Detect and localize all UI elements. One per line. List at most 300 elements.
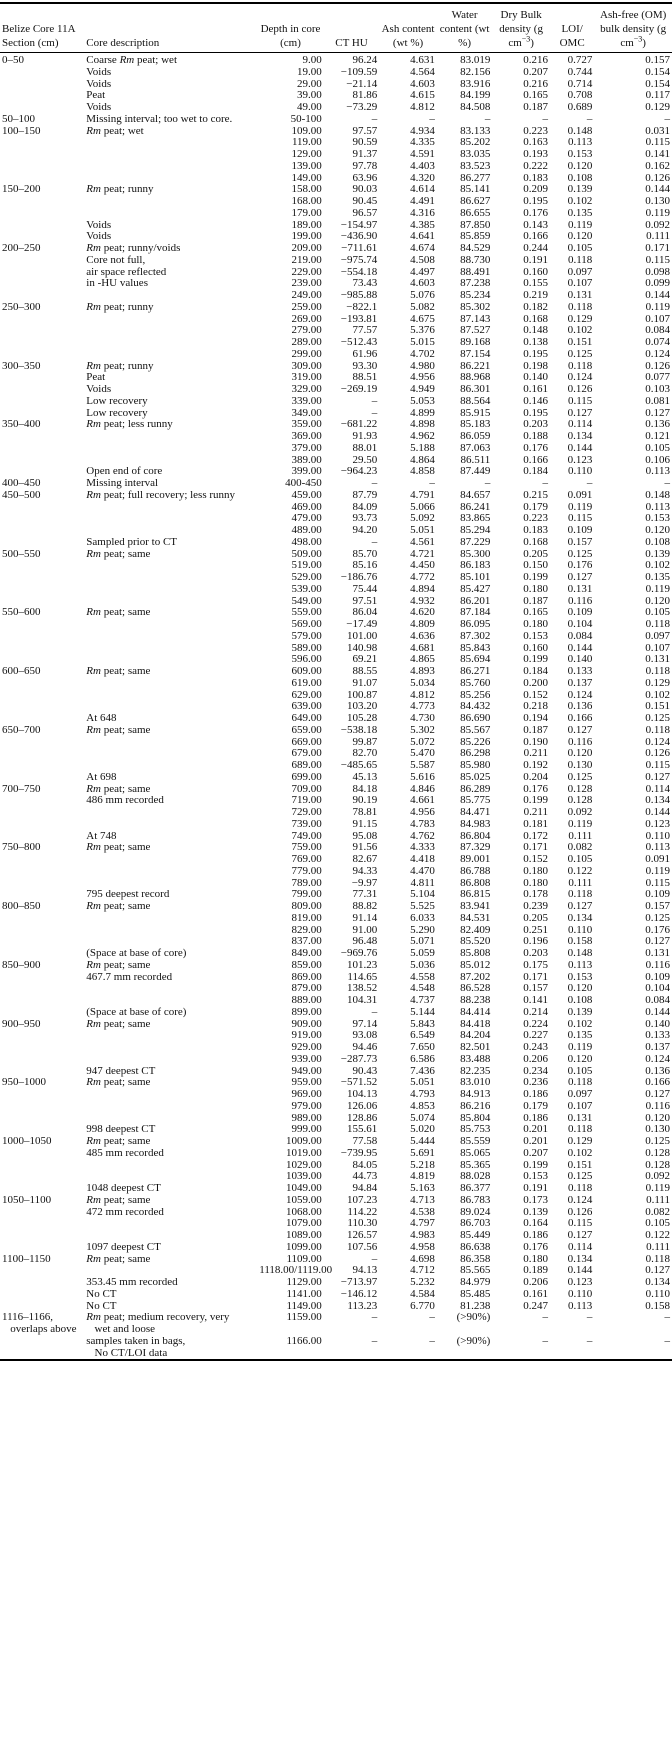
table-row: [0, 1042, 672, 1054]
cell-ash: 5.074: [410, 1111, 435, 1124]
cell-ash: 4.620: [410, 606, 435, 619]
cell-ash-free: 0.144: [645, 806, 670, 818]
cell-description: [84, 502, 257, 514]
cell-dry-bulk: 0.155: [523, 277, 548, 290]
cell-loi: 0.097: [567, 265, 593, 278]
cell-loi: 0.108: [567, 994, 593, 1006]
cell-dry-bulk: 0.199: [523, 794, 548, 807]
cell-loi: 0.115: [567, 512, 593, 525]
cell-ash: 5.092: [410, 512, 435, 525]
cell-ct-hu: 88.82: [352, 900, 378, 912]
cell-ash: 4.675: [410, 312, 435, 325]
cell-loi: 0.176: [567, 559, 593, 572]
cell-depth: 879.00: [291, 982, 322, 995]
cell-ct-hu: 110.30: [347, 1217, 378, 1230]
cell-loi: –: [586, 112, 593, 125]
cell-ct-hu: 61.96: [352, 347, 378, 360]
cell-water: 85.843: [460, 641, 491, 654]
cell-description: [84, 1042, 257, 1054]
cell-section: [0, 525, 84, 537]
cell-depth: 129.00: [291, 148, 322, 160]
cell-depth: 189.00: [291, 218, 322, 231]
cell-dry-bulk: 0.199: [523, 1158, 548, 1171]
cell-description: Open end of core: [86, 465, 163, 478]
cell-ct-hu: 94.20: [352, 524, 378, 536]
cell-description: [84, 149, 257, 161]
cell-loi: 0.097: [567, 1088, 593, 1100]
cell-water: 83.019: [460, 54, 491, 66]
cell-ash: –: [429, 477, 435, 489]
cell-ash: 5.015: [410, 336, 435, 348]
cell-dry-bulk: 0.205: [523, 547, 548, 560]
cell-water: 86.788: [460, 864, 491, 877]
cell-ct-hu: 91.37: [352, 148, 378, 160]
cell-ash-free: 0.081: [645, 394, 670, 407]
cell-section: [0, 137, 84, 149]
table-row: [0, 584, 672, 596]
cell-dry-bulk: 0.201: [523, 1135, 548, 1147]
cell-loi: 0.123: [567, 453, 593, 466]
cell-description: 1097 deepest CT: [86, 1240, 161, 1253]
cell-ct-hu: −269.19: [340, 383, 378, 395]
cell-loi: 0.134: [567, 430, 593, 442]
cell-ash: 4.783: [410, 817, 435, 830]
cell-section: [0, 431, 84, 443]
cell-description: 795 deepest record: [86, 888, 170, 901]
cell-ash: 4.980: [410, 359, 435, 372]
cell-dry-bulk: 0.194: [523, 712, 548, 724]
cell-ash: 5.444: [410, 1135, 435, 1147]
cell-section: [0, 854, 84, 866]
cell-dry-bulk: 0.243: [523, 1041, 548, 1053]
cell-dry-bulk: 0.222: [523, 159, 548, 172]
cell-ct-hu: 94.46: [352, 1041, 378, 1053]
cell-ash-free: 0.091: [645, 853, 670, 865]
cell-dry-bulk: 0.143: [523, 218, 548, 231]
cell-water: 84.199: [460, 89, 491, 102]
cell-description: (Space at base of core): [86, 947, 187, 959]
cell-depth: 119.00: [291, 136, 322, 149]
cell-loi: 0.118: [567, 1182, 593, 1194]
cell-ash-free: 0.133: [645, 1029, 670, 1042]
cell-description: [84, 584, 257, 596]
cell-loi: 0.113: [567, 958, 593, 971]
cell-dry-bulk: [492, 1324, 550, 1336]
cell-depth: 1118.00/1119.00: [259, 1264, 333, 1277]
cell-ash-free: 0.157: [645, 54, 670, 66]
cell-ash: 4.698: [410, 1252, 435, 1265]
cell-ash: 5.059: [410, 947, 435, 959]
cell-ct-hu: 91.56: [352, 841, 378, 854]
cell-ash: 4.681: [410, 641, 435, 654]
cell-loi: 0.109: [567, 606, 593, 619]
cell-description: At 748: [86, 829, 117, 842]
cell-loi: 0.104: [567, 618, 593, 630]
cell-water: 86.808: [460, 876, 491, 889]
cell-loi: 0.129: [567, 1135, 593, 1147]
cell-loi: 0.092: [567, 806, 593, 818]
cell-water: 89.168: [460, 336, 491, 348]
cell-section: 950–1000: [2, 1076, 46, 1089]
cell-water: –: [484, 477, 491, 489]
cell-dry-bulk: 0.216: [523, 77, 548, 90]
cell-water: 84.983: [460, 817, 491, 830]
cell-ct-hu: 93.73: [352, 512, 378, 525]
cell-ash-free: 0.119: [645, 582, 670, 595]
cell-ash-free: 0.129: [645, 101, 670, 113]
cell-section: 850–900: [2, 958, 41, 971]
cell-description: 1048 deepest CT: [86, 1182, 161, 1194]
cell-loi: 0.084: [567, 629, 593, 642]
cell-section: [0, 102, 84, 114]
cell-ash: 5.376: [410, 324, 435, 337]
cell-loi: 0.124: [567, 371, 593, 384]
cell-ct-hu: 90.19: [352, 794, 378, 807]
cell-loi: 0.111: [568, 876, 593, 889]
cell-ct-hu: −186.76: [340, 571, 378, 583]
cell-ct-hu: 90.03: [352, 183, 378, 196]
cell-description: Rm peat; runny: [86, 300, 154, 313]
cell-dry-bulk: 0.198: [523, 359, 548, 372]
cell-description: Rm peat; runny: [86, 183, 154, 196]
cell-ash-free: 0.144: [645, 1005, 670, 1018]
cell-section: [0, 560, 84, 572]
cell-description: Rm peat; same: [86, 1076, 151, 1089]
cell-depth: 529.00: [291, 571, 322, 583]
cell-ash: 4.865: [410, 653, 435, 666]
cell-depth: 1159.00: [286, 1311, 322, 1324]
cell-depth: 709.00: [291, 782, 322, 795]
cell-depth: 339.00: [291, 394, 322, 407]
cell-ash-free: 0.118: [645, 665, 670, 677]
cell-water: 82.235: [460, 1064, 491, 1077]
cell-water: (>90%): [456, 1311, 491, 1324]
cell-ash-free: 0.130: [645, 195, 670, 207]
header-loi-omc: LOI/ OMC: [550, 6, 594, 53]
cell-water: 87.184: [460, 606, 491, 619]
cell-ct-hu: 113.23: [347, 1299, 378, 1312]
cell-water: 85.226: [460, 735, 491, 748]
cell-description: [84, 678, 257, 690]
header-ash-content: Ash content (wt %): [379, 6, 437, 53]
cell-depth: 1079.00: [286, 1217, 322, 1230]
cell-depth: 9.00: [302, 54, 322, 66]
cell-description: 467.7 mm recorded: [86, 970, 173, 983]
table-row: [0, 1277, 672, 1289]
table-row: [0, 1195, 672, 1207]
cell-ash-free: 0.116: [645, 958, 670, 971]
cell-section: [0, 79, 84, 91]
cell-loi: 0.125: [567, 347, 593, 360]
cell-dry-bulk: 0.216: [523, 54, 548, 66]
cell-ct-hu: −436.90: [340, 230, 378, 243]
cell-section: [0, 1207, 84, 1219]
cell-depth: 759.00: [291, 841, 322, 854]
cell-ash: 5.020: [410, 1123, 435, 1136]
cell-ash-free: 0.123: [645, 817, 670, 830]
cell-ash: 4.793: [410, 1088, 435, 1100]
cell-ct-hu: 45.13: [352, 770, 378, 783]
cell-depth: 259.00: [291, 300, 322, 313]
cell-ash: 6.033: [410, 911, 435, 924]
cell-description: Rm peat; same: [86, 1193, 151, 1206]
cell-ct-hu: 138.52: [346, 982, 378, 995]
cell-section: [0, 290, 84, 302]
cell-ash-free: 0.127: [645, 1088, 670, 1100]
cell-ash: 4.636: [410, 629, 435, 642]
cell-section: 1000–1050: [2, 1135, 52, 1147]
cell-ct-hu: 95.08: [352, 829, 378, 842]
cell-ash: 5.051: [410, 1076, 435, 1089]
cell-water: 85.101: [460, 571, 491, 583]
cell-depth: 779.00: [291, 864, 322, 877]
cell-depth: 949.00: [291, 1064, 322, 1077]
cell-dry-bulk: 0.176: [523, 441, 548, 454]
cell-dry-bulk: 0.180: [523, 582, 548, 595]
cell-loi: 0.144: [567, 641, 593, 654]
cell-loi: 0.113: [567, 1299, 593, 1312]
cell-ash: 4.773: [410, 700, 435, 713]
cell-ash-free: –: [664, 477, 670, 489]
cell-depth: 349.00: [291, 406, 322, 419]
cell-dry-bulk: 0.206: [523, 1052, 548, 1065]
cell-ash: 5.470: [410, 747, 435, 760]
cell-water: 86.201: [460, 594, 491, 607]
table-header: [0, 3, 672, 53]
cell-water: 86.216: [460, 1099, 491, 1112]
cell-ash: 4.721: [410, 547, 435, 560]
cell-loi: 0.102: [567, 324, 593, 337]
cell-water: 87.850: [460, 218, 491, 231]
cell-depth: 679.00: [291, 747, 322, 760]
cell-section: 200–250: [2, 242, 41, 254]
cell-depth: 769.00: [291, 853, 322, 865]
cell-dry-bulk: 0.196: [523, 935, 548, 948]
cell-dry-bulk: 0.203: [523, 418, 548, 431]
cell-depth: 579.00: [291, 629, 322, 642]
cell-water: 85.234: [460, 289, 491, 301]
cell-ash-free: 0.134: [645, 794, 670, 807]
cell-ct-hu: 94.84: [352, 1182, 378, 1194]
cell-ash-free: 0.124: [645, 1052, 670, 1065]
cell-dry-bulk: 0.189: [523, 1264, 548, 1277]
cell-water: 86.183: [460, 559, 491, 572]
cell-depth: 229.00: [291, 265, 322, 278]
cell-loi: 0.127: [567, 406, 593, 419]
cell-description: Rm peat; same: [86, 1017, 151, 1030]
cell-loi: 0.113: [567, 136, 593, 149]
cell-ash: 4.333: [410, 841, 435, 854]
cell-depth: 629.00: [291, 688, 322, 701]
cell-depth: 399.00: [291, 465, 322, 478]
cell-depth: 749.00: [291, 829, 322, 842]
cell-section: [0, 631, 84, 643]
cell-section: [0, 936, 84, 948]
header-section: Belize Core 11A Section (cm): [0, 6, 84, 53]
cell-ash: 5.616: [410, 770, 435, 783]
cell-dry-bulk: 0.165: [523, 606, 548, 619]
cell-dry-bulk: 0.207: [523, 65, 548, 78]
cell-dry-bulk: [492, 1348, 550, 1360]
cell-description: [84, 619, 257, 631]
cell-section: 1050–1100: [2, 1193, 52, 1206]
cell-depth: 209.00: [291, 242, 322, 254]
cell-ash-free: 0.120: [645, 594, 670, 607]
cell-description: Voids: [86, 65, 112, 78]
cell-dry-bulk: 0.244: [523, 242, 548, 254]
cell-loi: 0.107: [567, 277, 593, 290]
cell-loi: 0.082: [567, 841, 593, 854]
cell-ash-free: 0.105: [645, 441, 670, 454]
cell-water: 84.418: [460, 1017, 491, 1030]
cell-ash-free: 0.158: [645, 1299, 670, 1312]
cell-description: Voids: [86, 383, 112, 395]
cell-ash: 4.962: [410, 430, 435, 442]
cell-ct-hu: −985.88: [340, 289, 378, 301]
cell-water: 85.567: [460, 723, 491, 736]
cell-ct-hu: 101.00: [346, 629, 378, 642]
cell-ct-hu: 155.61: [346, 1123, 378, 1136]
cell-water: 85.141: [460, 183, 491, 196]
cell-description: in -HU values: [86, 277, 148, 290]
cell-section: 150–200: [2, 183, 41, 196]
cell-section: overlaps above: [2, 1323, 77, 1335]
cell-ct-hu: 97.14: [352, 1017, 378, 1030]
cell-ash: 4.631: [410, 54, 435, 66]
cell-loi: 0.148: [567, 947, 593, 959]
cell-ash: 4.497: [410, 265, 435, 278]
header-water-content: Water content (wt %): [437, 6, 492, 53]
cell-ct-hu: 97.57: [352, 124, 378, 137]
cell-water: 82.409: [460, 923, 491, 936]
cell-ash: 5.691: [410, 1146, 435, 1159]
cell-loi: 0.131: [567, 289, 593, 301]
cell-ash: 4.702: [410, 347, 435, 360]
cell-depth: 969.00: [291, 1088, 322, 1100]
cell-section: [0, 161, 84, 173]
cell-ct-hu: −146.12: [340, 1287, 378, 1300]
cell-ash-free: 0.144: [645, 289, 670, 301]
table-row: [0, 572, 672, 584]
cell-ash-free: 0.097: [645, 629, 670, 642]
cell-ct-hu: 114.65: [347, 970, 378, 983]
cell-dry-bulk: 0.181: [523, 817, 548, 830]
cell-dry-bulk: 0.150: [523, 559, 548, 572]
cell-description: [84, 431, 257, 443]
cell-section: [0, 713, 84, 725]
cell-description: wet and loose: [86, 1323, 155, 1335]
cell-depth: 569.00: [291, 618, 322, 630]
cell-water: 87.238: [460, 277, 491, 290]
cell-ash-free: 0.162: [645, 159, 670, 172]
cell-dry-bulk: 0.160: [523, 265, 548, 278]
cell-loi: 0.151: [567, 1158, 593, 1171]
cell-section: [0, 267, 84, 279]
cell-ash-free: 0.127: [645, 770, 670, 783]
cell-section: [0, 866, 84, 878]
cell-ash: 4.614: [410, 183, 435, 196]
cell-loi: 0.157: [567, 535, 593, 548]
cell-ash-free: 0.115: [645, 136, 670, 149]
cell-ash-free: 0.118: [645, 618, 670, 630]
cell-ct-hu: 90.43: [352, 1064, 378, 1077]
cell-ash-free: 0.113: [645, 500, 670, 513]
cell-loi: 0.122: [567, 864, 593, 877]
cell-ash-free: 0.121: [645, 430, 670, 442]
cell-depth: 809.00: [291, 900, 322, 912]
cell-dry-bulk: 0.203: [523, 947, 548, 959]
cell-water: 86.095: [460, 618, 491, 630]
cell-dry-bulk: 0.183: [523, 171, 548, 184]
cell-description: Voids: [86, 77, 112, 90]
cell-ash: 6.586: [410, 1052, 435, 1065]
cell-ct-hu: −73.29: [346, 101, 378, 113]
cell-depth: 379.00: [291, 441, 322, 454]
table-row: [0, 854, 672, 866]
cell-dry-bulk: 0.247: [523, 1299, 548, 1312]
cell-ash-free: 0.120: [645, 1111, 670, 1124]
cell-loi: 0.105: [567, 242, 593, 254]
ash-free-close: ): [642, 37, 646, 49]
cell-ct-hu: 93.30: [352, 359, 378, 372]
cell-ash-free: [594, 1348, 672, 1360]
cell-depth: 1009.00: [286, 1135, 322, 1147]
cell-ash: 4.418: [410, 853, 435, 865]
cell-section: 550–600: [2, 606, 41, 619]
cell-depth: 719.00: [291, 794, 322, 807]
cell-ct-hu: 91.00: [352, 923, 378, 936]
cell-loi: 0.126: [567, 383, 593, 395]
cell-depth: 139.00: [291, 159, 322, 172]
cell-dry-bulk: 0.186: [523, 1088, 548, 1100]
cell-ct-hu: 77.58: [352, 1135, 378, 1147]
cell-water: –: [484, 112, 491, 125]
cell-description: Rm peat; runny: [86, 359, 154, 372]
cell-loi: 0.727: [567, 54, 593, 66]
cell-section: [0, 1289, 84, 1301]
cell-description: Low recovery: [86, 406, 148, 419]
cell-ct-hu: 85.16: [352, 559, 378, 572]
cell-loi: 0.153: [567, 970, 593, 983]
cell-ash-free: 0.111: [646, 1240, 670, 1253]
cell-ash-free: 0.110: [645, 829, 670, 842]
cell-depth: [257, 1324, 324, 1336]
cell-section: [0, 983, 84, 995]
cell-description: Rm peat; full recovery; less runny: [86, 488, 236, 501]
cell-description: No CT/LOI data: [86, 1346, 168, 1359]
cell-dry-bulk: 0.184: [523, 665, 548, 677]
cell-dry-bulk: 0.164: [523, 1217, 548, 1230]
cell-water: 85.804: [460, 1111, 491, 1124]
cell-ash-free: 0.136: [645, 418, 670, 431]
cell-ash-free: 0.125: [645, 911, 670, 924]
table-row: [0, 960, 672, 972]
cell-ash-free: 0.119: [645, 206, 670, 219]
header-ash-free-density: [594, 6, 672, 53]
cell-depth: 359.00: [291, 418, 322, 431]
cell-ash: 5.843: [410, 1017, 435, 1030]
cell-ash: 4.956: [410, 806, 435, 818]
cell-ct-hu: 84.09: [352, 500, 378, 513]
cell-water: 87.063: [460, 441, 491, 454]
cell-dry-bulk: 0.152: [523, 688, 548, 701]
cell-description: [84, 1089, 257, 1101]
cell-ash-free: 0.108: [645, 535, 670, 548]
table-row: [0, 819, 672, 831]
cell-dry-bulk: 0.186: [523, 1111, 548, 1124]
cell-depth: 1149.00: [286, 1299, 322, 1312]
cell-ash-free: 0.124: [645, 735, 670, 748]
